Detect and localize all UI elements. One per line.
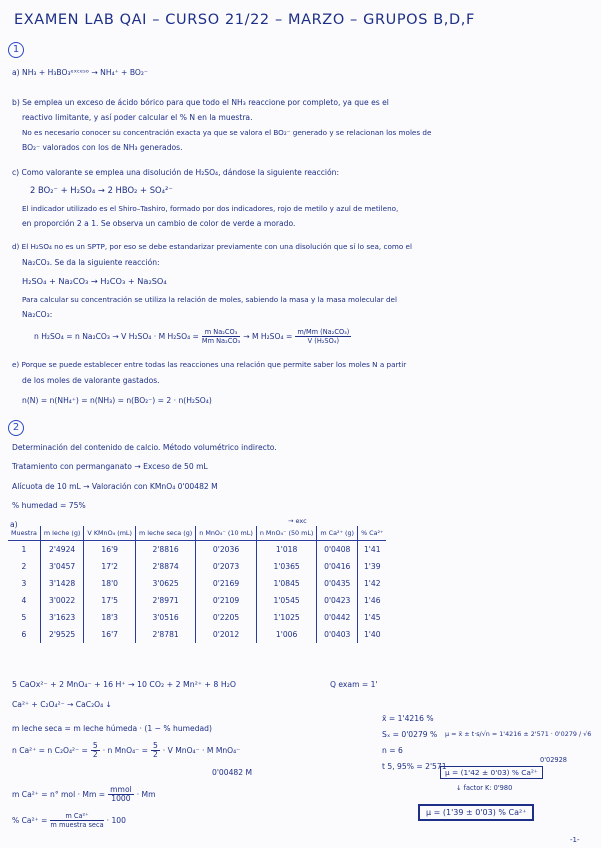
table-row [8,575,386,592]
cell: 2'4924 [40,541,84,559]
cell: 2'9525 [40,626,84,643]
cell: 4 [21,596,27,605]
cell: 3'1623 [40,609,84,626]
mass-ca-formula [12,786,156,803]
molarity-fraction-2-bottom: V (H₂SO₄) [307,337,340,345]
header-sample: Muestra [11,529,37,537]
question-number-1: 1 [8,42,24,58]
cell: 0'2205 [196,609,257,626]
stat-n: n = 6 [382,746,403,755]
cell: 0'0423 [317,592,358,609]
molarity-formula-left: n H₂SO₄ = n Na₂CO₃ → V H₂SO₄ · M H₂SO₄ = [34,332,199,341]
cell: 16'9 [84,541,136,559]
percent-ca-fraction-top: m Ca²⁺ [50,812,103,821]
question-number-2: 2 [8,420,24,436]
cell: 6 [21,630,27,639]
mass-ca-fraction [108,786,134,803]
method-line-3: Alícuota de 10 mL → Valoración con KMnO₄ 0'00482 M [12,482,218,491]
correction-factor-note: ↓ factor K: 0'980 [456,784,513,792]
header-mass-ca: m Ca²⁺ (g) [317,526,358,541]
cell: 0'0408 [317,541,358,559]
stat-mean: x̄ = 1'4216 % [382,714,434,723]
confidence-interval-term: 0'02928 [540,756,567,764]
molarity-formula [34,328,351,345]
cell: 0'0442 [317,609,358,626]
method-line-2: Tratamiento con permanganato → Exceso de 50 mL [12,462,208,471]
cell: 3'0625 [135,575,195,592]
table-header-row [8,526,386,541]
cell: 1 [21,545,27,554]
answer-1b-line3: No es necesario conocer su concentración exacta ya que se valora el BO₂⁻ generado y se relacionan los moles de [22,128,432,137]
cell: 18'0 [84,575,136,592]
percent-ca-fraction-bottom: m muestra seca [50,821,104,829]
q-exam-value: Q exam = 1' [330,680,378,689]
method-line-4: % humedad = 75% [12,501,86,510]
cell: 0'2036 [196,541,257,559]
answer-1d-line1: d) El H₂SO₄ no es un SPTP, por eso se debe estandarizar previamente con una disolución que sí lo sea, como el [12,242,412,251]
table-row [8,541,386,559]
header-volume-kmno4: V KMnO₄ (mL) [84,526,136,541]
table-row [8,626,386,643]
answer-1c-line4: en proporción 2 a 1. Se observa un cambio de color de verde a morado. [22,219,296,228]
molarity-fraction-2 [295,328,351,345]
answer-1a: a) NH₃ + H₃BO₃ᵉˣᶜᵉˢᵒ → NH₄⁺ + BO₂⁻ [12,68,148,77]
cell: 0'0403 [317,626,358,643]
cell: 1'39 [358,558,387,575]
answer-1c-line3: El indicador utilizado es el Shiro–Tashiro, formado por dos indicadores, rojo de metilo y azul de metileno, [22,204,399,213]
header-dry-mass: m leche seca (g) [135,526,195,541]
cell: 2'8816 [135,541,195,559]
method-line-1: Determinación del contenido de calcio. Método volumétrico indirecto. [12,443,277,452]
table-row [8,592,386,609]
answer-1d-line5: Na₂CO₃: [22,310,53,319]
percent-ca-formula [12,812,126,829]
result-box-1: μ = (1'42 ± 0'03) % Ca²⁺ [440,766,543,779]
stat-t: t 5, 95% = 2'571 [382,762,447,771]
moles-ca-formula [12,742,240,759]
molarity-fraction-1-bottom: Mm Na₂CO₃ [201,337,241,345]
cell: 0'2012 [196,626,257,643]
mass-ca-formula-right: · Mm [136,790,156,799]
moles-ca-formula-left: n Ca²⁺ = n C₂O₄²⁻ = [12,746,88,755]
cell: 0'0435 [317,575,358,592]
answer-1c-reaction: 2 BO₂⁻ + H₂SO₄ → 2 HBO₂ + SO₄²⁻ [30,185,173,195]
reaction-permanganate: 5 CaOx²⁻ + 2 MnO₄⁻ + 16 H⁺ → 10 CO₂ + 2 Mn²⁺ + 8 H₂O [12,680,236,689]
cell: 5 [21,613,27,622]
header-percent-ca: % Ca²⁺ [358,526,387,541]
cell: 1'41 [358,541,387,559]
moles-ca-formula-right: · V MnO₄⁻ · M MnO₄⁻ [162,746,241,755]
mass-ca-formula-left: m Ca²⁺ = n° mol · Mm = [12,790,106,799]
cell: 1'0365 [256,558,317,575]
molarity-fraction-1-top: m Na₂CO₃ [202,328,240,337]
cell: 0'2073 [196,558,257,575]
molarity-fraction-1 [202,328,240,345]
excess-note: → exc [288,517,307,525]
table-label: a) [10,520,18,529]
mass-ca-fraction-bottom: 1000 [111,794,131,803]
mass-ca-fraction-top: mmol [110,785,132,794]
header-mol-50ml: n MnO₄⁻ (50 mL) [256,526,317,541]
cell: 1'1025 [256,609,317,626]
answer-1c-line1: c) Como valorante se emplea una disolución de H₂SO₄, dándose la siguiente reacción: [12,168,340,177]
answer-1b-line1: b) Se emplea un exceso de ácido bórico para que todo el NH₃ reaccione por completo, ya que es el [12,98,389,107]
cell: 2'8971 [135,592,195,609]
cell: 3'0022 [40,592,84,609]
ratio-5-over-2: $\frac{5}{2}$ [92,741,98,759]
cell: 18'3 [84,609,136,626]
answer-1d-reaction: H₂SO₄ + Na₂CO₃ → H₂CO₃ + Na₂SO₄ [22,276,167,286]
cell: 1'40 [358,626,387,643]
molarity-formula-arrow: → M H₂SO₄ = [243,332,293,341]
moles-ca-formula-mid: · n MnO₄⁻ = [102,746,148,755]
cell: 1'45 [358,609,387,626]
confidence-interval-formula: μ = x̄ ± t·s/√n = 1'4216 ± 2'571 · 0'0279 / √6 [445,730,592,738]
cell: 3 [21,579,27,588]
result-box-final: μ = (1'39 ± 0'03) % Ca²⁺ [418,804,534,821]
header-mass-milk: m leche (g) [40,526,84,541]
percent-ca-fraction [50,812,103,829]
cell: 1'46 [358,592,387,609]
cell: 2 [21,562,27,571]
cell: 17'2 [84,558,136,575]
answer-1e-relation: n(N) = n(NH₄⁺) = n(NH₃) = n(BO₂⁻) = 2 · n(H₂SO₄) [22,396,212,405]
page-number: -1- [570,836,580,844]
answer-1b-line2: reactivo limitante, y así poder calcular el % N en la muestra. [22,113,253,122]
table-row [8,609,386,626]
cell: 3'0516 [135,609,195,626]
page-title: EXAMEN LAB QAI – CURSO 21/22 – MARZO – GRUPOS B,D,F [14,12,475,28]
percent-ca-formula-right: · 100 [106,816,126,825]
ratio-5-over-2-b: $\frac{5}{2}$ [152,741,158,759]
cell: 1'0845 [256,575,317,592]
reaction-oxalate: Ca²⁺ + C₂O₄²⁻ → CaC₂O₄ ↓ [12,700,112,709]
header-mol-10ml: n MnO₄⁻ (10 mL) [196,526,257,541]
kmno4-concentration: 0'00482 M [212,768,253,777]
cell: 1'0545 [256,592,317,609]
cell: 0'2109 [196,592,257,609]
cell: 3'0457 [40,558,84,575]
cell: 16'7 [84,626,136,643]
answer-1e-line1: e) Porque se puede establecer entre todas las reacciones una relación que permite saber los moles N a partir [12,360,407,369]
percent-ca-formula-left: % Ca²⁺ = [12,816,48,825]
cell: 0'0416 [317,558,358,575]
cell: 1'006 [256,626,317,643]
table-row [8,558,386,575]
cell: 1'42 [358,575,387,592]
answer-1d-line4: Para calcular su concentración se utiliza la relación de moles, sabiendo la masa y la masa molecular del [22,295,397,304]
answer-1b-line4: BO₂⁻ valorados con los de NH₃ generados. [22,143,183,152]
cell: 3'1428 [40,575,84,592]
cell: 1'018 [256,541,317,559]
results-table [8,526,386,643]
cell: 2'8781 [135,626,195,643]
answer-1d-line2: Na₂CO₃. Se da la siguiente reacción: [22,258,160,267]
answer-1e-line2: de los moles de valorante gastados. [22,376,160,385]
cell: 0'2169 [196,575,257,592]
cell: 17'5 [84,592,136,609]
stat-std: Sₓ = 0'0279 % [382,730,438,739]
cell: 2'8874 [135,558,195,575]
dry-mass-formula: m leche seca = m leche húmeda · (1 − % humedad) [12,724,212,733]
molarity-fraction-2-top: m/Mm (Na₂CO₃) [297,328,350,336]
